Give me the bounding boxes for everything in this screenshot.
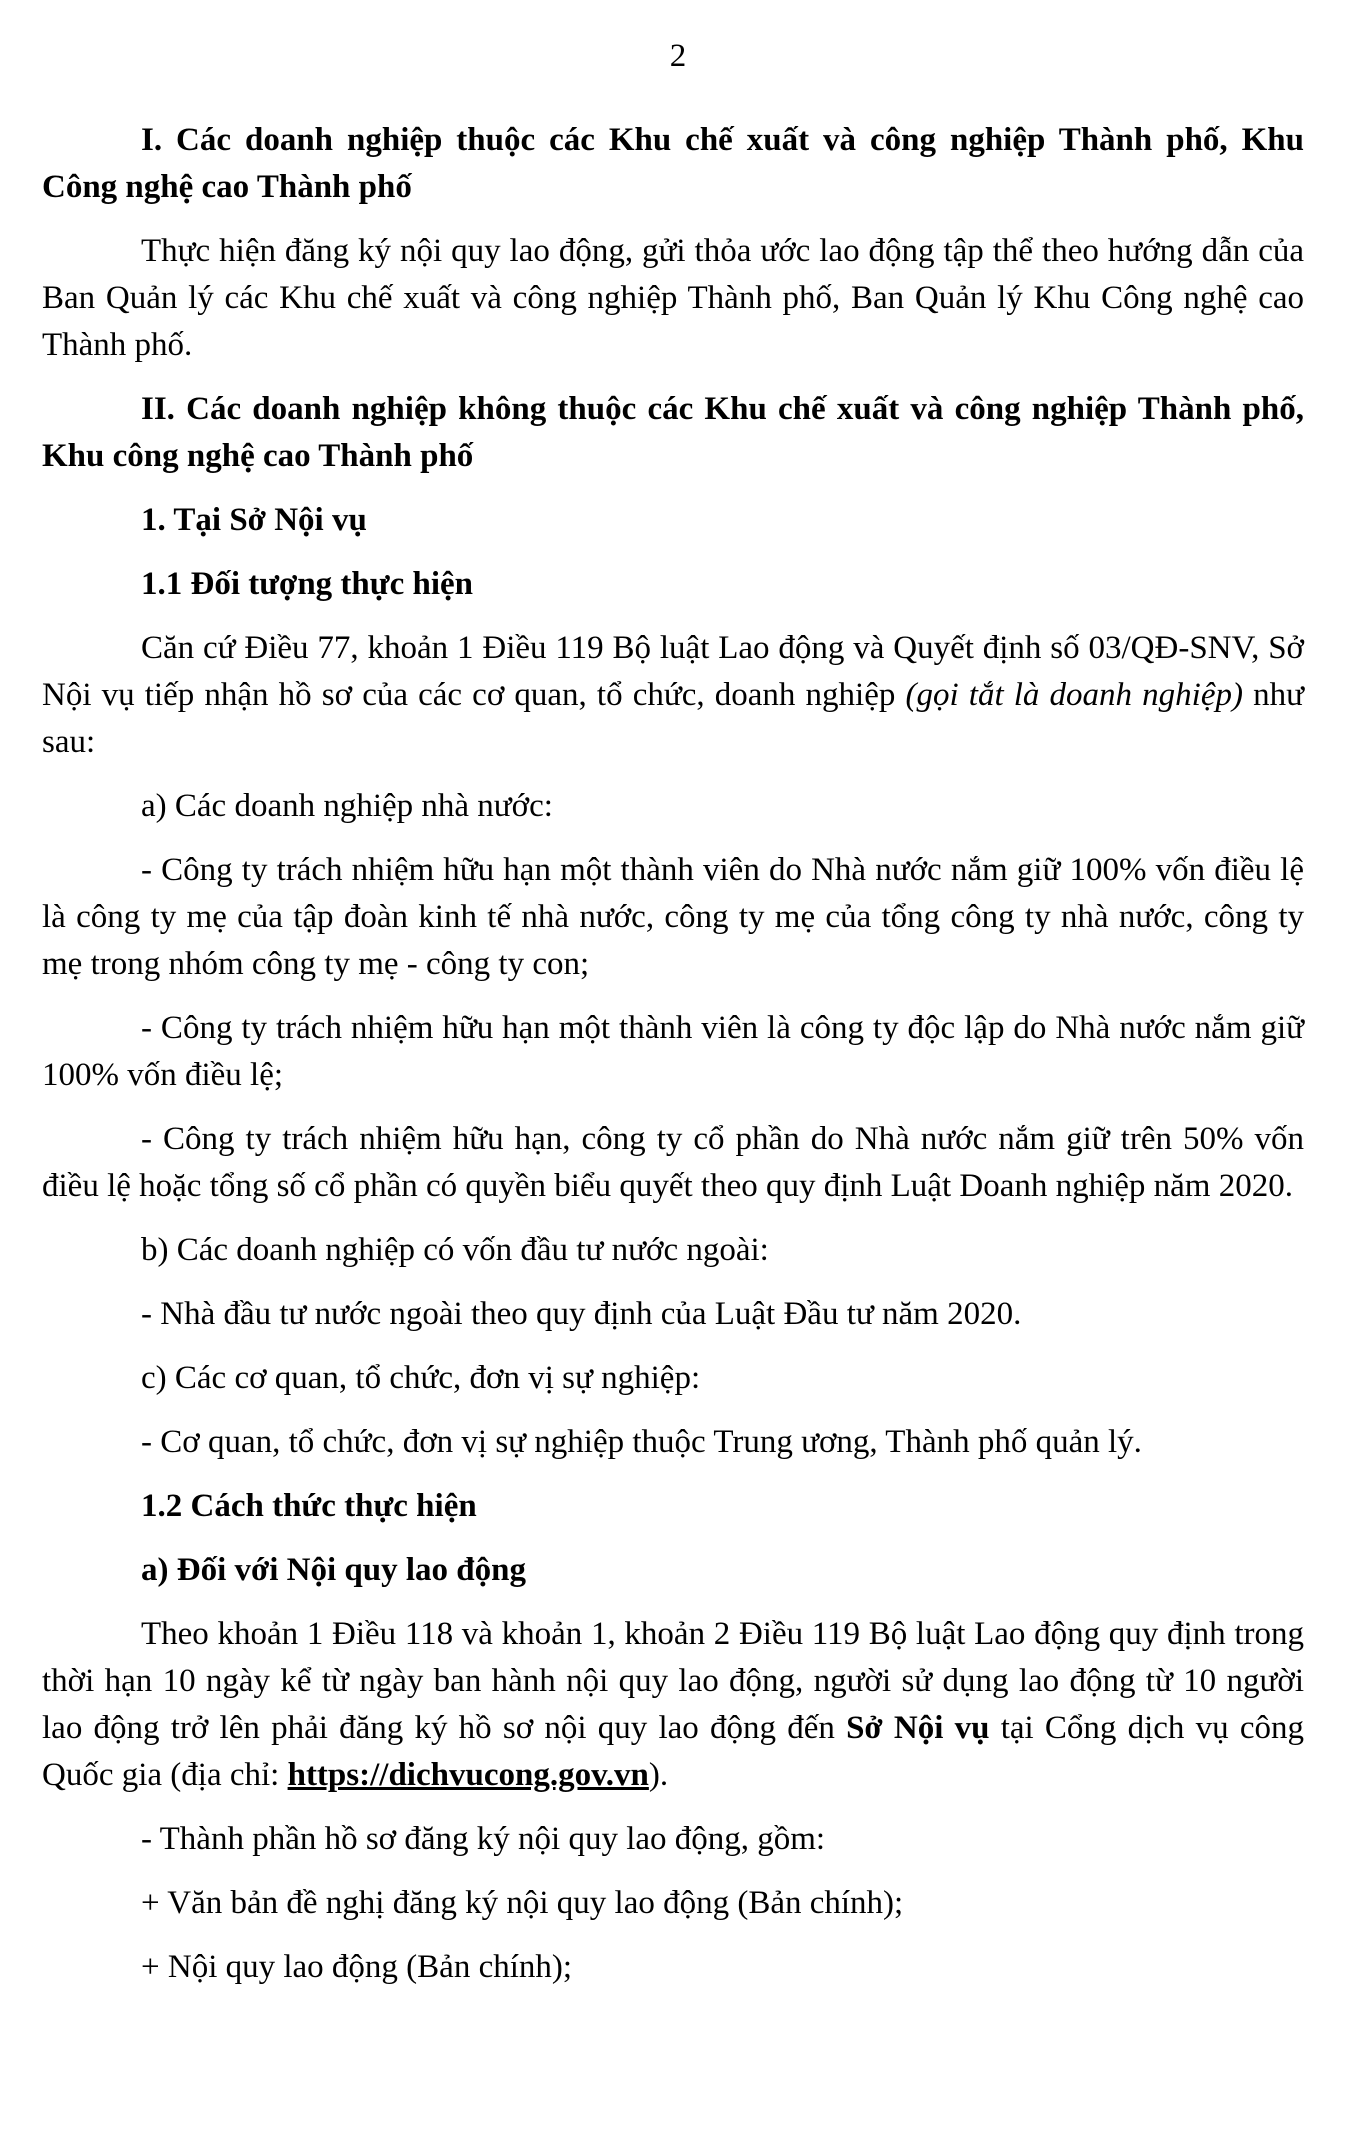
subsection-1-1-heading: 1.1 Đối tượng thực hiện [141, 566, 473, 602]
section-2-heading: II. Các doanh nghiệp không thuộc các Khu chế xuất và công nghiệp Thành phố, Khu công nghệ cao Thành phố [42, 391, 1304, 474]
body-text-bold: Sở Nội vụ [846, 1710, 990, 1746]
dossier-item-2: + Nội quy lao động (Bản chính); [141, 1949, 573, 1985]
subsection-1-2-a-body [42, 1611, 1304, 1799]
list-item-b-1: - Nhà đầu tư nước ngoài theo quy định của Luật Đầu tư năm 2020. [141, 1296, 1022, 1332]
body-text-italic: (gọi tắt là doanh nghiệp) [905, 677, 1243, 713]
list-item-a-1: - Công ty trách nhiệm hữu hạn một thành viên do Nhà nước nắm giữ 100% vốn điều lệ là công ty mẹ của tập đoàn kinh tế nhà nước, công ty mẹ của tổng công ty nhà nước, công ty mẹ trong nhóm công ty mẹ - công ty con; [42, 852, 1304, 982]
body-text-start: Căn cứ Điều 77, khoản 1 Điều 119 Bộ luật Lao động và Quyết định số 03/QĐ-SNV, Sở Nội vụ tiếp nhận hồ sơ của các cơ quan, tổ chức, doanh nghiệp [42, 630, 1304, 713]
dichvucong-link[interactable]: https://dichvucong.gov.vn [287, 1757, 649, 1793]
list-item-c: c) Các cơ quan, tổ chức, đơn vị sự nghiệp: [141, 1360, 701, 1396]
subsection-1-heading: 1. Tại Sở Nội vụ [141, 502, 367, 538]
list-item-c-1: - Cơ quan, tổ chức, đơn vị sự nghiệp thuộc Trung ương, Thành phố quản lý. [141, 1424, 1142, 1460]
body-text-end: như sau: [42, 677, 1304, 760]
subsection-1-2-heading: 1.2 Cách thức thực hiện [141, 1488, 477, 1524]
list-item-a-3: - Công ty trách nhiệm hữu hạn, công ty cổ phần do Nhà nước nắm giữ trên 50% vốn điều lệ hoặc tổng số cổ phần có quyền biểu quyết theo quy định Luật Doanh nghiệp năm 2020. [42, 1121, 1304, 1204]
body-text-mid: tại Cổng dịch vụ công Quốc gia (địa chỉ: [42, 1710, 1304, 1793]
section-1-body: Thực hiện đăng ký nội quy lao động, gửi thỏa ước lao động tập thể theo hướng dẫn của Ban Quản lý các Khu chế xuất và công nghiệp Thành phố, Ban Quản lý Khu Công nghệ cao Thành phố. [42, 233, 1304, 363]
list-item-b: b) Các doanh nghiệp có vốn đầu tư nước ngoài: [141, 1232, 769, 1268]
subsection-1-2-a-heading: a) Đối với Nội quy lao động [141, 1552, 527, 1588]
list-item-a-2: - Công ty trách nhiệm hữu hạn một thành viên là công ty độc lập do Nhà nước nắm giữ 100% vốn điều lệ; [42, 1010, 1304, 1093]
dossier-intro: - Thành phần hồ sơ đăng ký nội quy lao động, gồm: [141, 1821, 826, 1857]
body-text-start: Theo khoản 1 Điều 118 và khoản 1, khoản 2 Điều 119 Bộ luật Lao động quy định trong thời hạn 10 ngày kể từ ngày ban hành nội quy lao động, người sử dụng lao động từ 10 người lao động trở lên phải đăng ký hồ sơ nội quy lao động đến [42, 1616, 1304, 1746]
page-number: 2 [669, 38, 687, 74]
document-body [42, 117, 1304, 1991]
subsection-1-1-body [42, 625, 1304, 766]
section-1-heading: I. Các doanh nghiệp thuộc các Khu chế xuất và công nghiệp Thành phố, Khu Công nghệ cao Thành phố [42, 122, 1304, 205]
body-text-end: ). [648, 1757, 669, 1793]
dossier-item-1: + Văn bản đề nghị đăng ký nội quy lao động (Bản chính); [141, 1885, 904, 1921]
list-item-a: a) Các doanh nghiệp nhà nước: [141, 788, 553, 824]
